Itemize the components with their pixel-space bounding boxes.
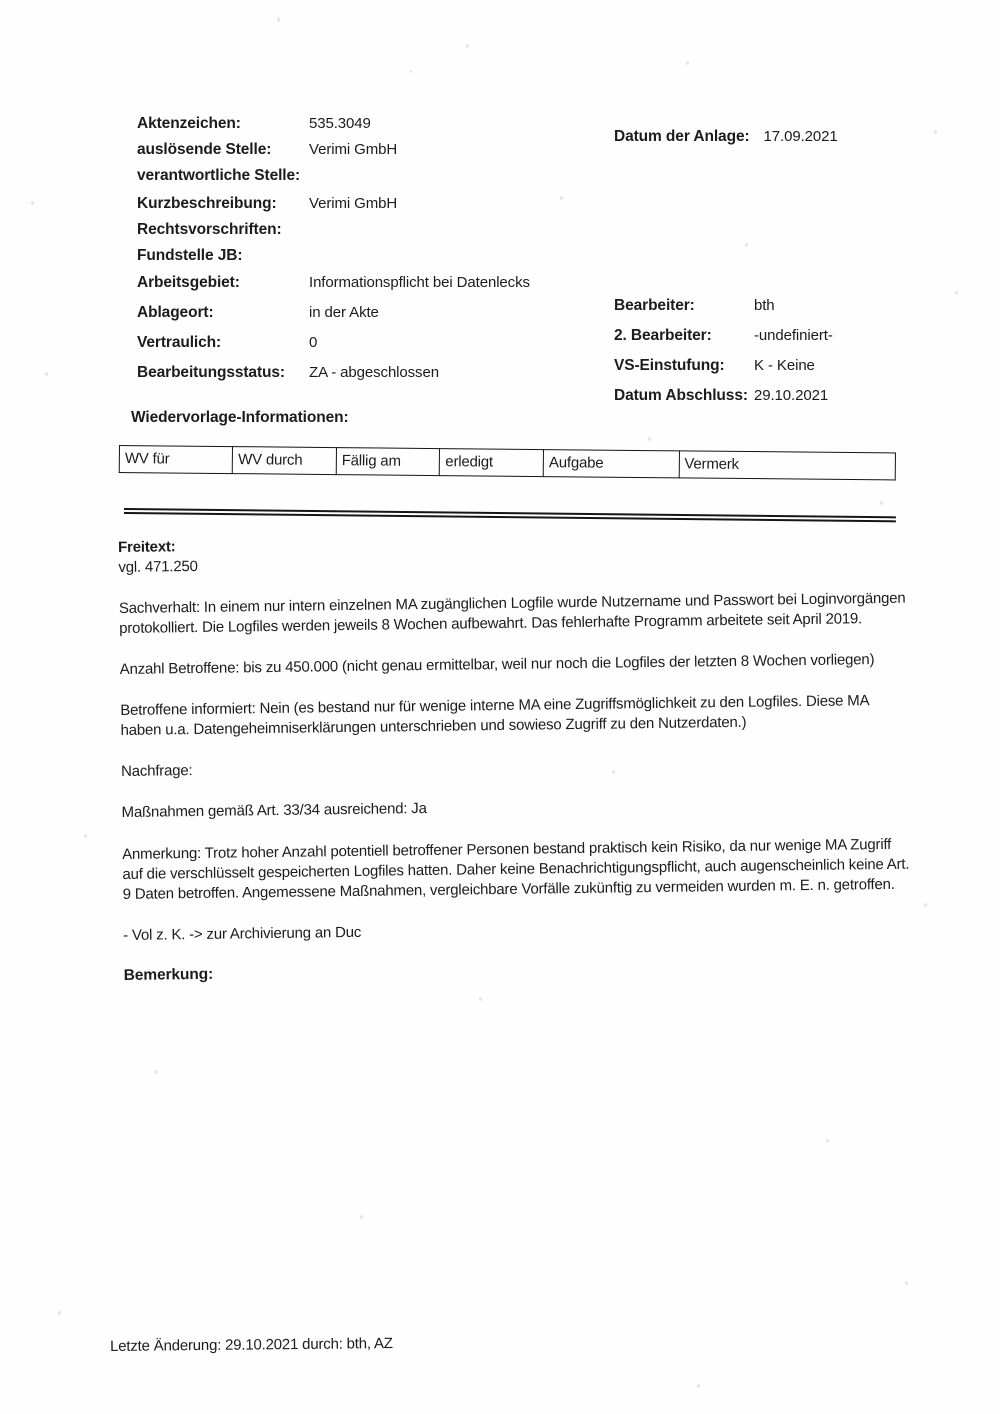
freitext-reference: vgl. 471.250 [118, 557, 198, 576]
field-label: Arbeitsgebiet: [137, 274, 240, 291]
field-label: Fundstelle JB: [137, 247, 243, 264]
field-value: bth [754, 297, 775, 314]
scan-speck [924, 903, 927, 907]
field-vs-einstufung [614, 357, 914, 376]
field-label: Vertraulich: [137, 334, 222, 351]
scan-speck [686, 61, 689, 65]
column-header-wv-durch: WV durch [232, 447, 336, 475]
scan-speck [479, 997, 482, 1001]
column-header-aufgabe: Aufgabe [543, 450, 679, 478]
case-right-fields [614, 297, 914, 417]
column-header-vermerk: Vermerk [679, 451, 896, 480]
scan-speck [31, 201, 34, 205]
paragraph-anmerkung: Anmerkung: Trotz hoher Anzahl potentiell betroffener Personen bestand praktisch kein Risiko, da nur wenige MA Zugriff auf die verschlüsselt gespeicherten Logfiles hatten. Daher keine Benachrichtigungspflicht, auch augenscheinlich keine Art. 9 Daten betroffen. Angemessene Maßnahmen, vergleichbare Vorfälle zukünftig zu vermeiden wurden m. E. n. getroffen. [122, 835, 910, 903]
field-arbeitsgebiet [137, 274, 897, 293]
scan-speck [880, 501, 883, 505]
paragraph-betroffene-informiert: Betroffene informiert: Nein (es bestand nur für wenige interne MA eine Zugriffsmöglichkeit zu den Logfiles. Diese MA haben u.a. Datengeheimniserklärungen unterschrieben und sowieso Zugriff zu den Nutzerdaten.) [120, 692, 869, 740]
field-label: Ablageort: [137, 304, 214, 321]
field-label: Kurzbeschreibung: [137, 195, 277, 212]
field-fundstelle-jb [137, 247, 897, 266]
paragraph-massnahmen: Maßnahmen gemäß Art. 33/34 ausreichend: Ja [121, 800, 427, 822]
field-label: Bearbeitungsstatus: [137, 364, 285, 381]
field-value: Informationspflicht bei Datenlecks [309, 274, 530, 291]
scan-speck [955, 291, 958, 295]
field-value: 29.10.2021 [754, 387, 829, 404]
freitext-section [118, 528, 924, 985]
section-divider [124, 508, 896, 523]
wiedervorlage-table [119, 445, 896, 480]
field-value: 535.3049 [309, 115, 371, 132]
column-header-erledigt: erledigt [440, 449, 544, 477]
scan-speck [905, 1281, 908, 1285]
field-value: 0 [309, 334, 318, 351]
scan-speck [84, 834, 87, 838]
table-header-row [119, 446, 895, 480]
wiedervorlage-table-wrapper [119, 445, 896, 480]
field-datum-abschluss [614, 387, 914, 406]
scan-speck [934, 130, 937, 134]
field-verantwortliche-stelle [137, 167, 897, 186]
scan-speck [58, 1311, 61, 1315]
field-label: Bearbeiter: [614, 297, 695, 314]
column-header-wv-fuer: WV für [119, 446, 233, 474]
field-value: Verimi GmbH [309, 195, 398, 212]
scan-speck [277, 17, 280, 22]
paragraph-vol-note: - Vol z. K. -> zur Archivierung an Duc [123, 923, 362, 944]
field-value: in der Akte [309, 304, 379, 321]
field-bearbeiter [614, 297, 914, 316]
field-rechtsvorschriften [137, 221, 897, 240]
field-value: K - Keine [754, 357, 815, 374]
field-label: VS-Einstufung: [614, 357, 725, 374]
scan-speck [648, 437, 651, 441]
column-header-faellig-am: Fällig am [336, 448, 440, 476]
paragraph-anzahl-betroffene: Anzahl Betroffene: bis zu 450.000 (nicht genau ermittelbar, weil nur noch die Logfiles der letzten 8 Wochen vorliegen) [119, 651, 875, 679]
scan-speck [466, 44, 469, 48]
scan-speck [826, 1139, 829, 1143]
field-value: Verimi GmbH [309, 141, 398, 158]
field-value: ZA - abgeschlossen [309, 364, 439, 381]
scan-speck [410, 70, 412, 73]
bemerkung-label: Bemerkung: [123, 965, 214, 984]
scan-speck [45, 372, 48, 376]
field-zweiter-bearbeiter [614, 327, 914, 346]
scan-speck [155, 1070, 158, 1074]
paragraph-nachfrage: Nachfrage: [120, 762, 193, 781]
freitext-label: Freitext: [118, 538, 176, 556]
field-label: Aktenzeichen: [137, 115, 241, 132]
scan-speck [360, 1215, 363, 1219]
field-kurzbeschreibung [137, 195, 897, 214]
wiedervorlage-heading: Wiedervorlage-Informationen: [131, 409, 349, 426]
field-value: -undefiniert- [754, 327, 833, 344]
last-modified-footer: Letzte Änderung: 29.10.2021 durch: bth, AZ [110, 1335, 393, 1355]
scan-speck [697, 1384, 700, 1388]
field-label: verantwortliche Stelle: [137, 167, 301, 184]
paragraph-sachverhalt: Sachverhalt: In einem nur intern einzelnen MA zugänglichen Logfile wurde Nutzername und Passwort bei Loginvorgängen protokolliert. Die Logfiles werden jeweils 8 Wochen aufbewahrt. Das fehlerhafte Programm arbeitete seit April 2019. [118, 589, 906, 637]
field-label: 2. Bearbeiter: [614, 327, 712, 344]
field-label: Datum Abschluss: [614, 387, 748, 404]
field-label: Rechtsvorschriften: [137, 221, 282, 238]
field-datum-der-anlage [614, 128, 838, 147]
field-label: Datum der Anlage: [614, 128, 750, 145]
field-value: 17.09.2021 [763, 128, 838, 145]
field-label: auslösende Stelle: [137, 141, 272, 158]
